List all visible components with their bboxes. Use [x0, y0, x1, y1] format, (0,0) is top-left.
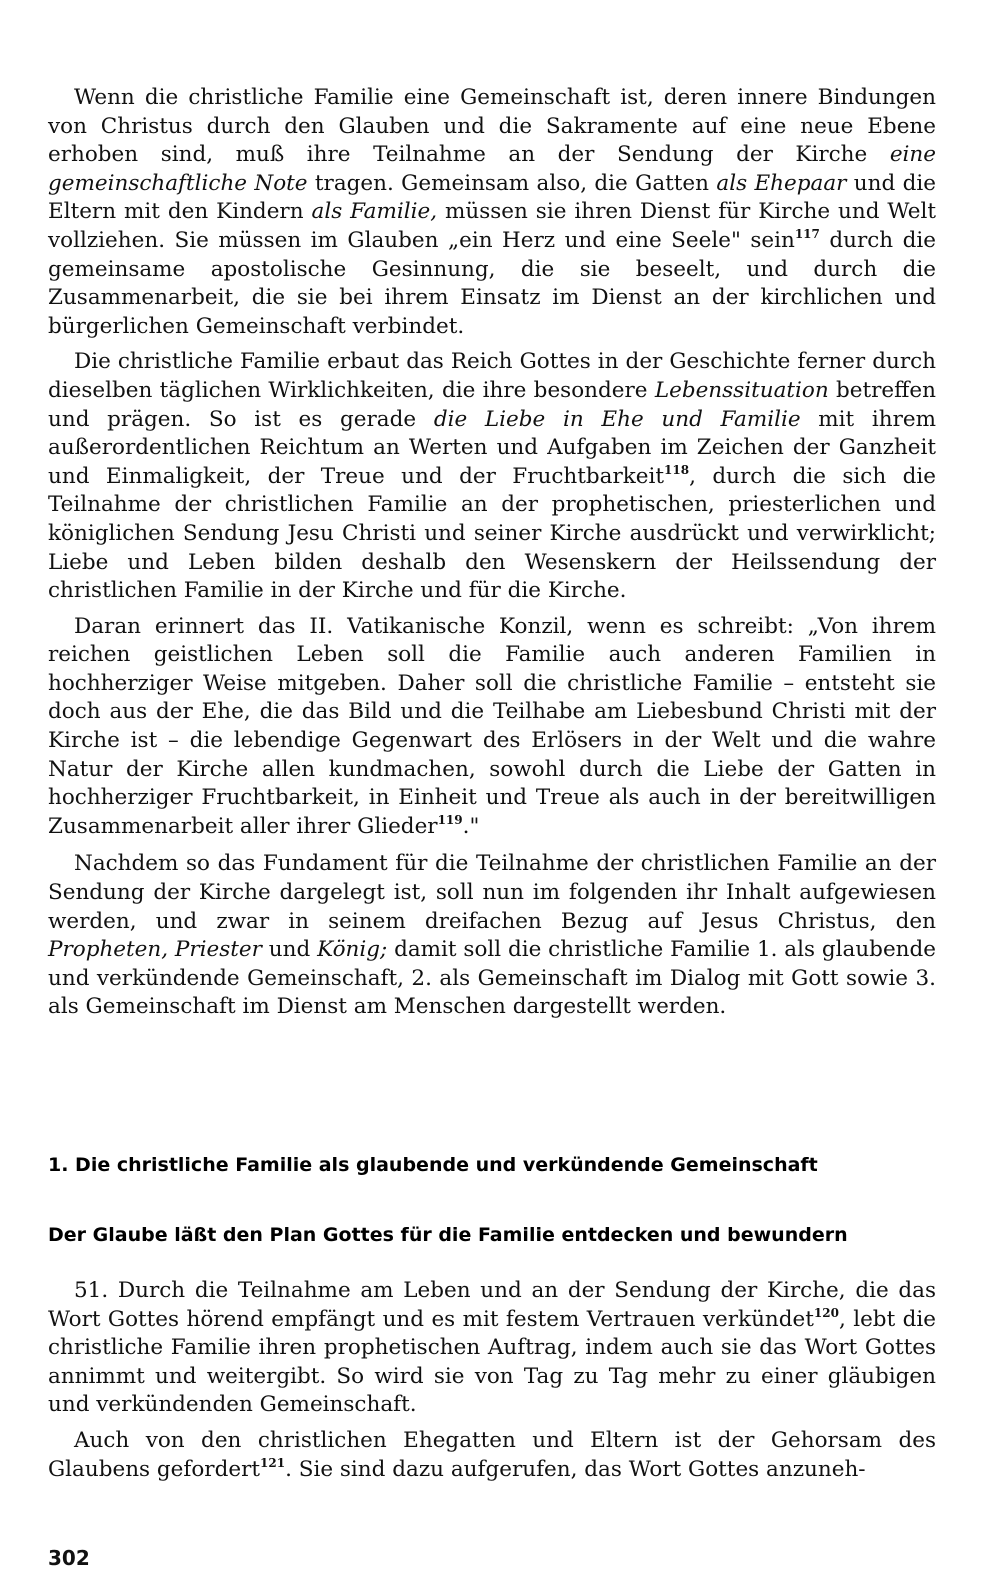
- text-run: damit soll die christliche Familie 1. als glaubende und verkündende Gemeinschaft, 2. als Gemeinschaft im Dialog mit Gott sowie 3. als Gemeinschaft im Dienst am Menschen dargestellt werden.: [48, 937, 936, 1020]
- italic-emphasis: eine gemeinschaftliche Note: [48, 142, 936, 196]
- italic-emphasis: als Familie,: [311, 199, 438, 225]
- section-heading: Der Glaube läßt den Plan Gottes für die Familie entdecken und bewundern: [48, 1224, 848, 1246]
- text-run: , lebt die christliche Familie ihren prophetischen Auftrag, indem auch sie das Wort Gottes annimmt und weitergibt. So wird sie von Tag zu Tag mehr zu einer gläubigen und verkündenden Gemeinschaft.: [48, 1306, 936, 1418]
- text-run: Die christliche Familie erbaut das Reich Gottes in der Geschichte ferner durch dieselben täglichen Wirklichkeiten, die ihre besondere: [48, 349, 936, 403]
- text-run: betreffen und prägen. So ist es gerade: [48, 377, 936, 432]
- footnote-ref: 120: [813, 1305, 839, 1320]
- italic-emphasis: die Liebe in Ehe und Familie: [433, 406, 801, 432]
- text-run: Wenn die christliche Familie eine Gemeinschaft ist, deren innere Bindungen von Christus durch den Glauben und die Sakramente auf eine neue Ebene erhoben sind, muß ihre Teilnahme an der Sendung der Kirche: [48, 85, 936, 168]
- text-run: 51. Durch die Teilnahme am Leben und an der Sendung der Kirche, die das Wort Gottes hörend empfängt und es mit festem Vertrauen verkündet: [48, 1278, 936, 1332]
- italic-emphasis: Propheten, Priester: [48, 937, 262, 963]
- text-run: tragen. Gemeinsam also, die Gatten: [307, 170, 717, 196]
- paragraph: [48, 84, 936, 341]
- paragraph: [48, 1427, 936, 1484]
- italic-emphasis: König;: [317, 937, 388, 963]
- paragraph: [48, 850, 936, 1022]
- footnote-ref: 119: [437, 812, 463, 827]
- italic-emphasis: als Ehepaar: [716, 170, 847, 196]
- italic-emphasis: Lebenssituation: [654, 377, 829, 403]
- footnote-ref: 121: [260, 1455, 286, 1470]
- text-run: Daran erinnert das II. Vatikanische Konzil, wenn es schreibt: „Von ihrem reichen geistlichen Leben soll die Familie auch anderen Familien in hochherziger Weise mitgeben. Daher soll die christliche Familie – entsteht sie doch aus der Ehe, die das Bild und die Teilhabe am Liebesbund Christi mit der Kirche ist – die lebendige Gegenwart des Erlösers in der Welt und die wahre Natur der Kirche allen kundmachen, sowohl durch die Liebe der Gatten in hochherziger Fruchtbarkeit, in Einheit und Treue als auch in der bereitwilligen Zusammenarbeit aller ihrer Glieder: [48, 613, 936, 839]
- text-run: . Sie sind dazu aufgerufen, das Wort Gottes anzuneh-: [285, 1456, 866, 1482]
- text-run: Auch von den christlichen Ehegatten und Eltern ist der Gehorsam des Glaubens gefordert: [48, 1427, 936, 1482]
- text-run: müssen sie ihren Dienst für Kirche und Welt vollziehen. Sie müssen im Glauben „ein Herz und eine Seele" sein: [48, 199, 937, 253]
- text-run: , durch die sich die Teilnahme der christlichen Familie an der prophetischen, priesterlichen und königlichen Sendung Jesu Christi und seiner Kirche ausdrückt und verwirklicht; Liebe und Leben bilden deshalb den Wesenskern der Heilssendung der christlichen Familie in der Kirche und für die Kirche.: [48, 463, 936, 604]
- chapter-heading: 1. Die christliche Familie als glaubende und verkündende Gemeinschaft: [48, 1154, 818, 1176]
- text-run: Nachdem so das Fundament für die Teilnahme der christlichen Familie an der Sendung der Kirche dargelegt ist, soll nun im folgenden ihr Inhalt aufgewiesen werden, und zwar in seinem dreifachen Bezug auf Jesus Christus, den: [48, 851, 936, 934]
- paragraph: [48, 613, 936, 842]
- footnote-ref: 117: [794, 226, 820, 241]
- text-run: mit ihrem außerordentlichen Reichtum an Werten und Aufgaben im Zeichen der Ganzheit und Einmaligkeit, der Treue und der Fruchtbarkeit: [48, 406, 937, 489]
- text-run: und die Eltern mit den Kindern: [48, 170, 936, 225]
- body-text-section: [48, 84, 936, 1029]
- text-run: und: [261, 937, 318, 963]
- paragraph: [48, 348, 936, 605]
- page-number: 302: [48, 1546, 90, 1570]
- footnote-ref: 118: [664, 462, 690, 477]
- text-run: .": [462, 813, 480, 839]
- section-body-text: [48, 1277, 936, 1491]
- paragraph: [48, 1277, 936, 1420]
- text-run: durch die gemeinsame apostolische Gesinnung, die sie beseelt, und durch die Zusammenarbeit, die sie bei ihrem Einsatz im Dienst an der kirchlichen und bürgerlichen Gemeinschaft verbindet.: [48, 227, 936, 339]
